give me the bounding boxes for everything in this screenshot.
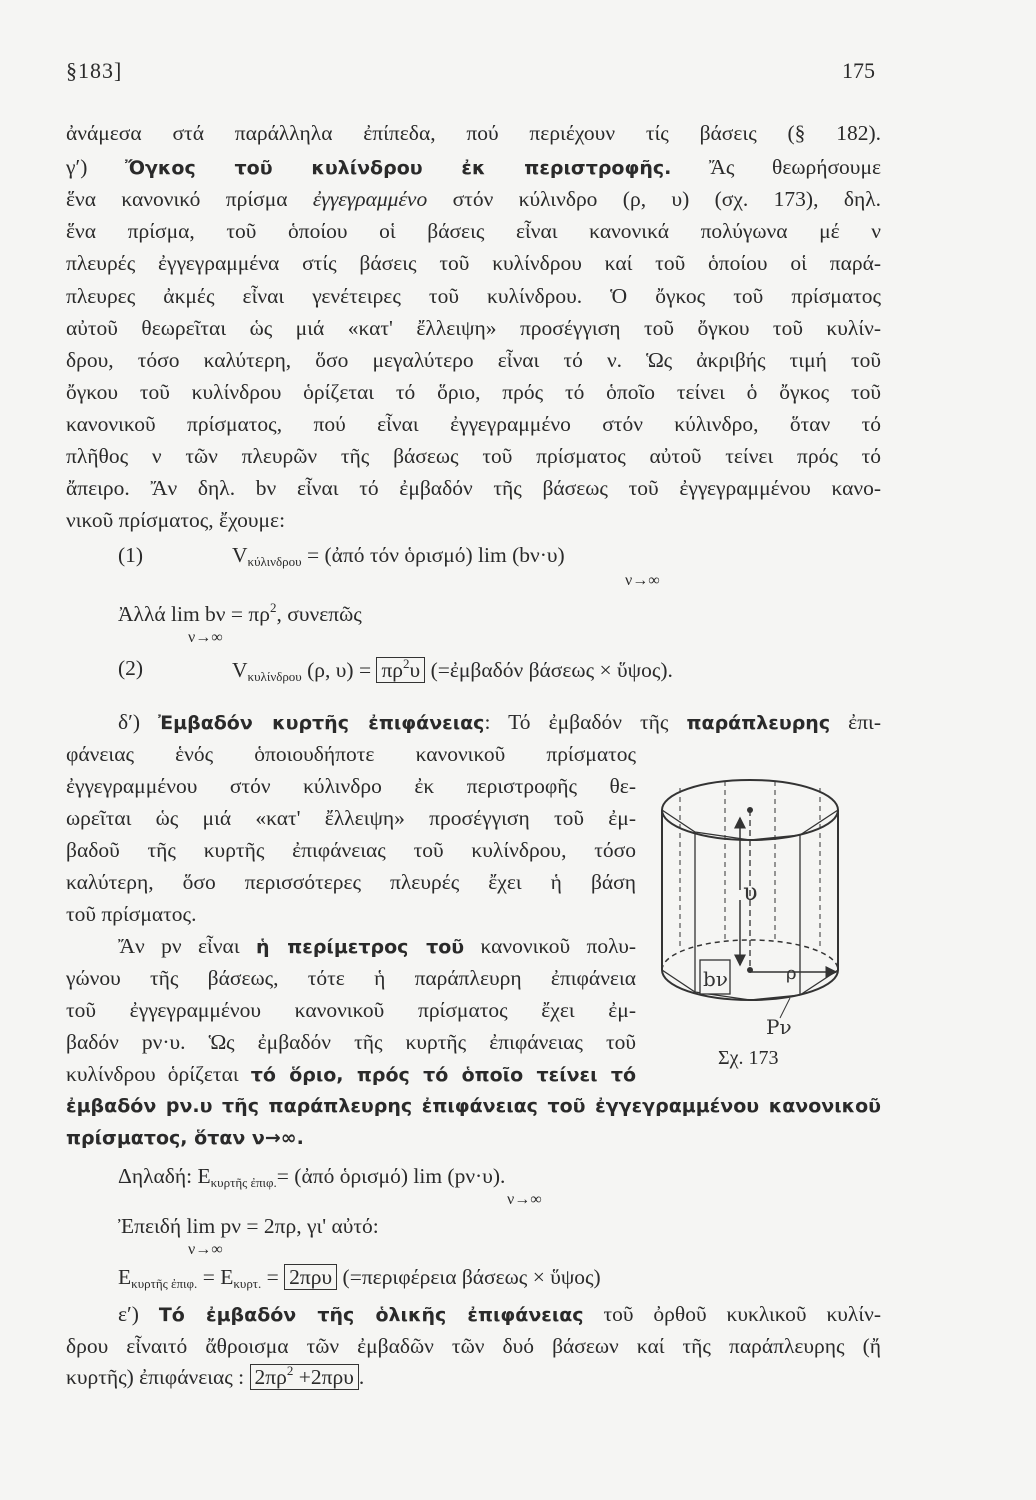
math-symbol: V — [232, 543, 248, 567]
equation-number: (1) — [118, 543, 144, 567]
text-line-volume-heading — [66, 152, 881, 183]
text-span: : Τό ἐμβαδόν τῆς — [484, 710, 669, 734]
math-subscript: κυρτῆς ἐπιφ. — [131, 1276, 198, 1291]
text-line: κανονικοῦ πρίσματος, πού εἶναι ἐγγεγραμμένο στόν κύλινδρο, ὅταν τό — [66, 412, 881, 436]
math-expression: = E — [197, 1265, 234, 1289]
math-expression: , συνεπῶς — [276, 602, 362, 626]
text-span: τοῦ ὀρθοῦ κυκλικοῦ κυλίν- — [603, 1302, 882, 1326]
boxed-formula-volume — [376, 657, 425, 683]
text-span: κυρτῆς) ἐπιφάνειας : — [66, 1365, 250, 1389]
figure-caption: Σχ. 173 — [718, 1047, 779, 1069]
heading-volume: Ὄγκος τοῦ κυλίνδρου ἐκ περιστροφῆς. — [124, 157, 672, 179]
equation-4: Ἐπειδή lim pν = 2πρ, γι' αὐτό: — [118, 1214, 379, 1238]
limit-subscript: ν→∞ — [188, 629, 223, 646]
text-line: ὄγκου τοῦ κυλίνδρου ὁρίζεται τό ὅριο, πρός τό ὁποῖο τείνει ὁ ὄγκος τοῦ — [66, 380, 881, 404]
text-line: ωρεῖται ὡς μιά «κατ' ἔλλειψη» προσέγγιση τοῦ ἐμ- — [66, 806, 636, 830]
math-symbol: V — [232, 658, 248, 682]
math-expression: πρ — [381, 658, 404, 682]
label-perimeter: Pν — [766, 1015, 792, 1039]
page-number: 175 — [842, 58, 875, 83]
text-line — [66, 1059, 636, 1090]
text-line: πλῆθος ν τῶν πλευρῶν τῆς βάσεως τοῦ πρίσματος αὐτοῦ τείνει πρός τό — [66, 444, 881, 468]
text-span: Ἄς θεωρήσουμε — [708, 155, 882, 179]
section-header: §183] — [66, 58, 123, 83]
text-span: κυλίνδρου ὁρίζεται — [66, 1062, 239, 1086]
math-subscript: κυλίνδρου — [247, 669, 302, 684]
italic-term: ἐγγεγραμμένο — [312, 187, 428, 211]
text-line: ἄπειρο. Ἄν δηλ. bν εἶναι τό ἐμβαδόν τῆς βάσεως τοῦ ἐγγεγραμμένου κανο- — [66, 476, 881, 500]
label-radius: ρ — [786, 963, 797, 984]
equation-2-number: (2) — [118, 656, 144, 680]
math-expression: (ρ, υ) = — [301, 658, 377, 682]
section-e-heading — [118, 1299, 881, 1330]
math-expression: = (ἀπό ὁρισμό) lim (pν·υ). — [276, 1164, 506, 1188]
math-subscript: κυρτ. — [233, 1276, 262, 1291]
text-line: νικοῦ πρίσματος, ἔχουμε: — [66, 508, 286, 532]
text-span: ἕνα κανονικό πρίσμα — [66, 187, 288, 211]
equation-1-body — [232, 543, 565, 570]
item-label: δ′) — [118, 710, 140, 734]
text-line: βαδοῦ τῆς κυρτῆς ἐπιφάνειας τοῦ κυλίνδρου, τόσο — [66, 838, 636, 862]
text-line: βαδόν pν·υ. Ὡς ἐμβαδόν τῆς κυρτῆς ἐπιφάνειας τοῦ — [66, 1030, 636, 1054]
math-expression: Ἀλλά lim bν = πρ — [118, 602, 270, 626]
text-line: δρου, τόσο καλύτερη, ὅσο μεγαλύτερο εἶναι τό ν. Ὡς ἀκριβής τιμή τοῦ — [66, 348, 881, 372]
math-expression: (=περιφέρεια βάσεως × ὕψος) — [337, 1265, 601, 1289]
boxed-formula-total-area — [250, 1364, 359, 1390]
cylinder-figure — [640, 750, 865, 1090]
bold-term: παράπλευρης — [686, 712, 831, 734]
label-height: υ — [743, 878, 758, 906]
text-line: καλύτερη, ὅσο περισσότερες πλευρές ἔχει ἡ βάση — [66, 870, 636, 894]
boxed-formula-curved-area: 2πρυ — [284, 1264, 337, 1290]
math-expression: 2πρ — [254, 1365, 287, 1389]
text-line — [66, 184, 881, 214]
math-superscript: 2 — [403, 656, 410, 671]
limit-subscript: ν→∞ — [188, 1241, 223, 1258]
heading-surface: Ἐμβαδόν κυρτῆς ἐπιφάνειας — [158, 712, 485, 734]
bold-term: τό ὅριο, πρός τό ὁποῖο τείνει τό — [250, 1064, 637, 1086]
text-line: ἐγγεγραμμένου στόν κύλινδρο ἐκ περιστροφῆς θε- — [66, 774, 636, 798]
limit-subscript: ν→∞ — [625, 572, 660, 589]
label-b: bν — [703, 967, 728, 991]
text-line: πλευρες ἀκμές εἶναι γενέτειρες τοῦ κυλίνδρου. Ὁ ὄγκος τοῦ πρίσματος — [66, 284, 881, 308]
math-expression: +2πρυ — [293, 1365, 354, 1389]
math-expression: υ — [409, 658, 421, 682]
math-superscript: 2 — [286, 1363, 294, 1378]
item-label: ε′) — [118, 1302, 139, 1326]
math-expression: Δηλαδή: E — [118, 1164, 211, 1188]
item-label: γ′) — [66, 155, 88, 179]
heading-total-area: Τό ἐμβαδόν τῆς ὁλικῆς ἐπιφάνειας — [158, 1304, 584, 1326]
math-expression: (=ἐμβαδόν βάσεως × ὕψος). — [425, 658, 673, 682]
bottom-ellipse-front — [662, 970, 838, 1000]
equation-2 — [232, 656, 673, 685]
text-line: αὐτοῦ θεωρεῖται ὡς μιά «κατ' ἔλλειψη» προσέγγιση τοῦ ὄγκου τοῦ κυλίν- — [66, 316, 881, 340]
text-line: φάνειας ἑνός ὁποιουδήποτε κανονικοῦ πρίσματος — [66, 742, 636, 766]
text-span: ἐπι- — [848, 710, 881, 734]
math-expression: = — [261, 1265, 285, 1289]
section-d-heading — [118, 707, 881, 738]
text-line: ἕνα πρίσμα, τοῦ ὁποίου οἱ βάσεις εἶναι κανονικά πολύγωνα μέ ν — [66, 219, 881, 243]
text-line: τοῦ ἐγγεγραμμένου κανονικοῦ πρίσματος ἔχει ἐμ- — [66, 998, 636, 1022]
text-span: . — [358, 1365, 365, 1389]
bold-line: πρίσματος, ὅταν ν→∞. — [66, 1127, 304, 1149]
text-span: στόν κύλινδρο (ρ, υ) (σχ. 173), δηλ. — [452, 187, 881, 211]
math-subscript: κύλινδρου — [247, 554, 302, 569]
equation-alla — [118, 600, 362, 627]
text-line: γώνου τῆς βάσεως, τότε ἡ παράπλευρη ἐπιφάνεια — [66, 966, 636, 990]
bold-term: ἡ περίμετρος τοῦ — [256, 936, 465, 958]
text-line: ἀνάμεσα στά παράλληλα ἐπίπεδα, πού περιέχουν τίς βάσεις (§ 182). — [66, 121, 881, 145]
text-line: τοῦ πρίσματος. — [66, 902, 197, 926]
text-line: πλευρές ἐγγεγραμμένα στίς βάσεις τοῦ κυλίνδρου καί τοῦ ὁποίου οἱ παρά- — [66, 251, 881, 275]
math-superscript: 2 — [270, 600, 277, 615]
text-span: κανονικοῦ πολυ- — [480, 934, 636, 958]
math-symbol: E — [118, 1265, 132, 1289]
equation-1 — [118, 543, 143, 568]
math-subscript: κυρτῆς ἐπιφ. — [210, 1175, 277, 1190]
total-area-line — [66, 1363, 364, 1390]
text-span: Ἄν pν εἶναι — [118, 934, 240, 958]
equation-5 — [118, 1265, 601, 1292]
limit-subscript: ν→∞ — [507, 1191, 542, 1208]
equation-3 — [118, 1164, 505, 1191]
math-expression: = (ἀπό τόν ὁρισμό) lim (bν·υ) — [306, 543, 565, 567]
bold-line: ἐμβαδόν pν.υ τῆς παράπλευρης ἐπιφάνειας τοῦ ἐγγεγραμμένου κανονικοῦ — [66, 1095, 881, 1117]
text-line: δρου εἶναιτό ἄθροισμα τῶν ἐμβαδῶν τῶν δυό βάσεων καί τῆς παράπλευρης (ἤ — [66, 1334, 881, 1358]
text-line — [118, 931, 636, 962]
